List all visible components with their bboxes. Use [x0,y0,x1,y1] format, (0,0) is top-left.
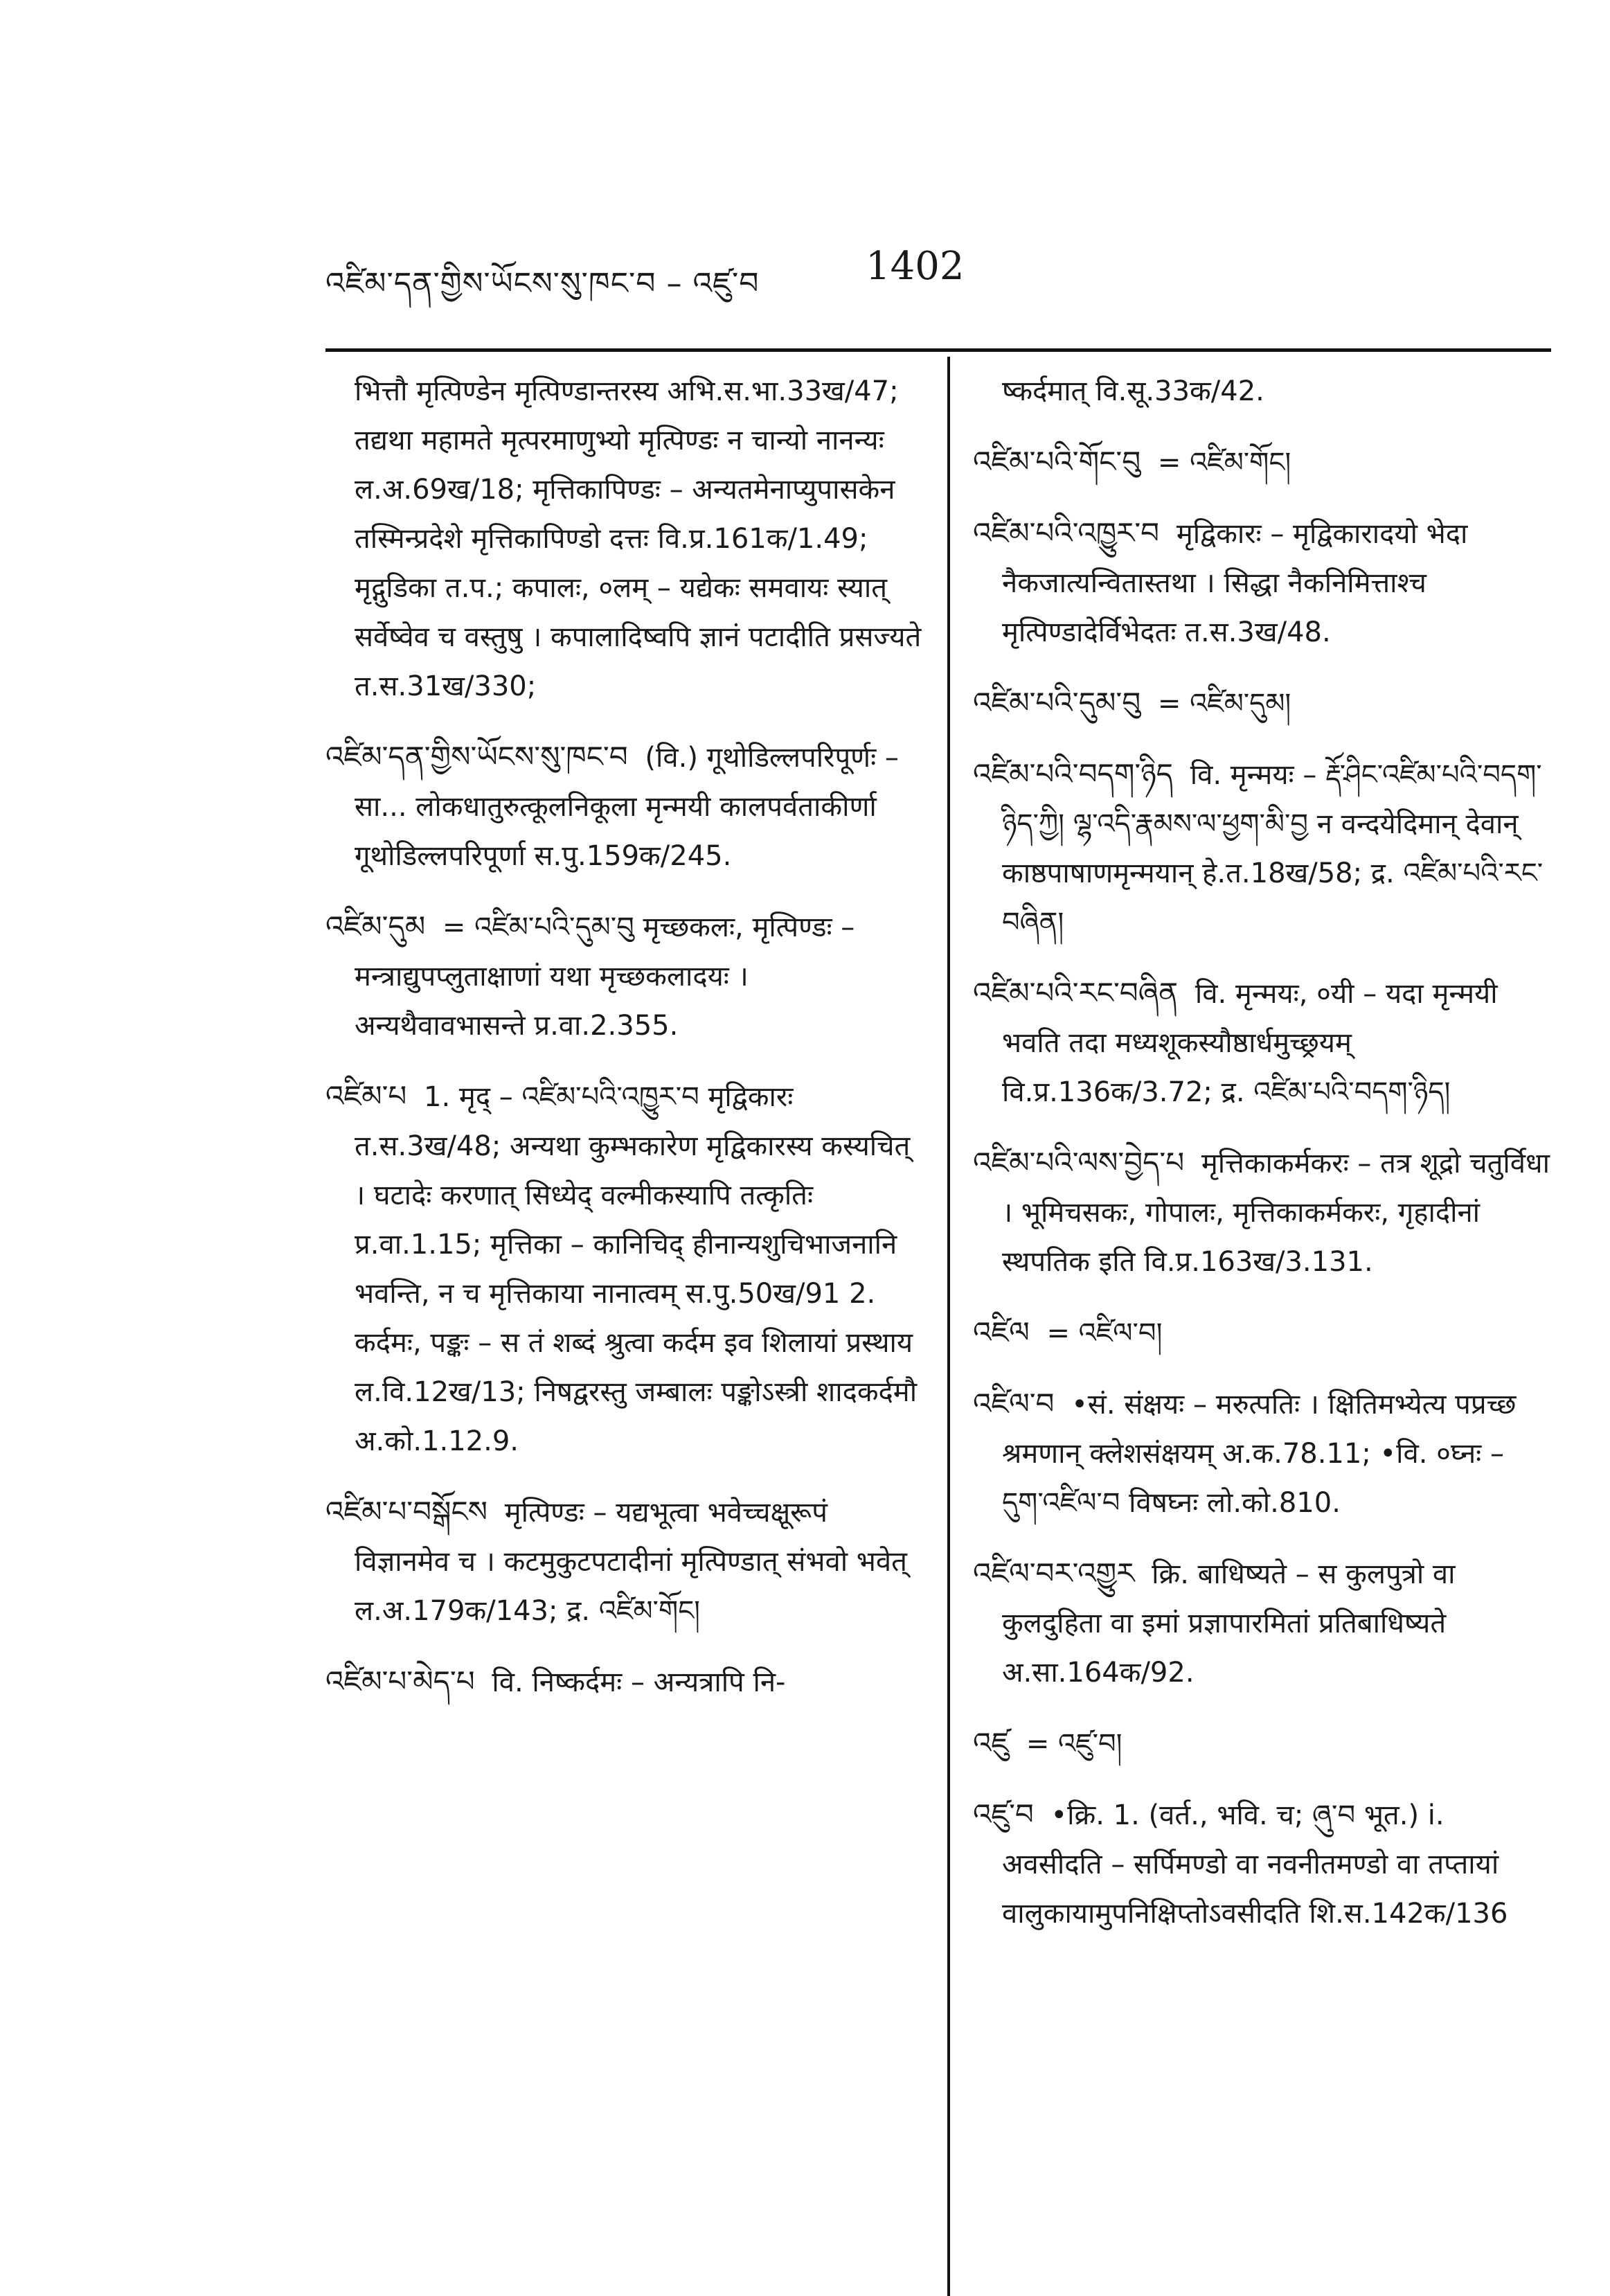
dictionary-entry [325,902,924,1051]
entry-text: = འཛུ་བ། [1026,1728,1122,1760]
entry-text: भित्तौ मृत्पिण्डेन मृत्पिण्डान्तरस्य अभि.स.भा.33ख/47; तद्यथा महामते मृत्परमाणुभ्यो मृत्पिण्डः न चान्यो नानन्यः ल.अ.69ख/18; मृत्तिकापिण्डः – अन्यतमेनाप्युपासकेन तस्मिन्प्रदेशे मृत्तिकापिण्डो दत्तः वि.प्र.161क/1.49; मृद्गुडिका त.प.; कपालः, ०लम् – यद्येकः समवायः स्यात् सर्वेष्वेव च वस्तुषु । कपालादिष्वपि ज्ञानं पटादीति प्रसज्यते त.स.31ख/330; [355,375,922,702]
entry-headword: འཛིམ་པ་མེད་པ [325,1664,475,1698]
entry-text: वि. निष्कर्दमः – अन्यत्रापि नि- [492,1666,786,1698]
dictionary-entry [325,1487,924,1636]
entry-headword: འཛུ་བ [973,1797,1034,1831]
entry-text: ष्कर्दमात् वि.सू.33क/42. [1002,375,1264,407]
entry-headword: འཛིལ་བར་འགྱུར [973,1556,1135,1590]
dictionary-entry [973,437,1551,488]
column-divider [947,357,950,2296]
entry-headword: འཛིལ་བ [973,1387,1055,1421]
dictionary-entry [973,1549,1551,1698]
entry-text: मृत्तिकाकर्मकरः – तत्र शूद्रो चतुर्विधा । भूमिचसकः, गोपालः, मृत्तिकाकर्मकरः, गृहादीनां स्थपतिक इति वि.प्र.163ख/3.131. [1002,1148,1550,1278]
entry-text: मृद्विकारः – मृद्विकारादयो भेदा नैकजात्यन्वितास्तथा । सिद्धा नैकनिमित्ताश्च मृत्पिण्डादेर्विभेदतः त.स.3ख/48. [1002,518,1468,648]
right-column [973,367,1551,1959]
entry-headword: འཛིལ [973,1315,1030,1349]
entry-headword: འཛིམ་པའི་རང་བཞིན [973,976,1179,1010]
entry-text: वि. मृन्मयः, ०यी – यदा मृन्मयी भवति तदा मध्यशूकस्यौष्ठार्धमुच्छ्रयम् वि.प्र.136क/3.72; द्र. འཛིམ་པའི་བདག་ཉིད། [1002,978,1498,1108]
entry-text: = འཛིལ་བ། [1046,1317,1163,1349]
entry-text: •क्रि. 1. (वर्त., भवि. च; ཞུ་བ भूत.) i. अवसीदति – सर्पिमण्डो वा नवनीतमण्डो वा तप्तायां वालुकायामुपनिक्षिप्तोऽवसीदति शि.स.142क/136 [1002,1799,1508,1930]
dictionary-entry [973,749,1551,947]
header-rule [325,348,1551,352]
left-column [325,367,924,1728]
dictionary-entry [973,1379,1551,1528]
dictionary-entry [973,367,1551,416]
dictionary-entry [325,1657,924,1707]
dictionary-entry [973,1718,1551,1769]
entry-headword: འཛིམ་དན་གྱིས་ཡོངས་སུ་ཁང་བ [325,740,628,774]
entry-headword: འཛིམ་པའི་དུམ་བུ [973,686,1141,720]
entry-text: = འཛིམ་པའི་དུམ་བུ मृच्छकलः, मृत्पिण्डः – मन्त्राद्युपप्लुताक्षाणां यथा मृच्छकलादयः । अन्यथैवावभासन्ते प्र.वा.2.355. [355,911,855,1042]
page-number: 1402 [866,244,965,289]
entry-headword: འཛིམ་པ་བསྒོངས [325,1495,488,1529]
entry-headword: འཛིམ་པའི་ལས་བྱེད་པ [973,1146,1185,1180]
running-head: འཛིམ་དན་གྱིས་ཡོངས་སུ་ཁང་བ – འཛུ་བ [325,266,760,301]
entry-headword: འཛུ [973,1726,1010,1760]
dictionary-entry [973,1790,1551,1939]
dictionary-entry [973,1308,1551,1358]
dictionary-entry [973,1138,1551,1287]
entry-text: वि. मृन्मयः – རྡོ་ཤིང་འཛིམ་པའི་བདག་ཉིད་ཀྱི། ལྷ་འདི་རྣམས་ལ་ཕྱག་མི་བྱ न वन्दयेदिमान् देवान् काष्ठपाषाणमृन्मयान् हे.त.18ख/58; द्र. འཛིམ་པའི་རང་བཞིན། [1002,759,1544,938]
entry-text: (वि.) गूथोडिल्लपरिपूर्णः – सा... लोकधातुरुत्कूलनिकूला मृन्मयी कालपर्वताकीर्णा गूथोडिल्लपरिपूर्णा स.पु.159क/245. [355,742,899,872]
dictionary-entry [325,367,924,711]
dictionary-entry [973,678,1551,729]
entry-headword: འཛིམ་པའི་བདག་ཉིད [973,757,1174,791]
entry-text: = འཛིམ་གོང། [1157,447,1291,479]
entry-headword: འཛིམ་དུམ [325,909,426,943]
entry-text: 1. मृद् – འཛིམ་པའི་འཁྱུར་བ मृद्विकारः त.स.3ख/48; अन्यथा कुम्भकारेण मृद्विकारस्य कस्यचित् । घटादेः करणात् सिध्येद् वल्मीकस्यापि तत्कृतिः प्र.वा.1.15; मृत्तिका – कानिचिद् हीनान्यशुचिभाजनानि भवन्ति, न च मृत्तिकाया नानात्वम् स.पु.50ख/91 2. कर्दमः, पङ्कः – स तं शब्दं श्रुत्वा कर्दम इव शिलायां प्रस्थाय ल.वि.12ख/13; निषद्वरस्तु जम्बालः पङ्कोऽस्त्री शादकर्दमौ अ.को.1.12.9. [355,1081,918,1457]
entry-headword: འཛིམ་པའི་གོང་བུ [973,445,1141,479]
dictionary-entry [325,732,924,881]
entry-text: •सं. संक्षयः – मरुत्पतिः । क्षितिमभ्येत्य पप्रच्छ श्रमणान् क्लेशसंक्षयम् अ.क.78.11; •वि. ०घ्नः – དུག་འཛིལ་བ विषघ्नः लो.को.810. [1002,1389,1517,1519]
entry-headword: འཛིམ་པའི་འཁྱུར་བ [973,516,1160,550]
entry-headword: འཛིམ་པ [325,1079,407,1113]
entry-text: क्रि. बाधिष्यते – स कुलपुत्रो वा कुलदुहिता वा इमां प्रज्ञापारमितां प्रतिबाधिष्यते अ.सा.164क/92. [1002,1558,1456,1689]
dictionary-entry [973,508,1551,657]
entry-text: = འཛིམ་དུམ། [1157,688,1291,720]
dictionary-entry [325,1071,924,1466]
entry-text: मृत्पिण्डः – यद्यभूत्वा भवेच्चक्षूरूपं विज्ञानमेव च । कटमुकुटपटादीनां मृत्पिण्डात् संभवो भवेत् ल.अ.179क/143; द्र. འཛིམ་གོང། [355,1497,907,1627]
dictionary-entry [973,968,1551,1117]
